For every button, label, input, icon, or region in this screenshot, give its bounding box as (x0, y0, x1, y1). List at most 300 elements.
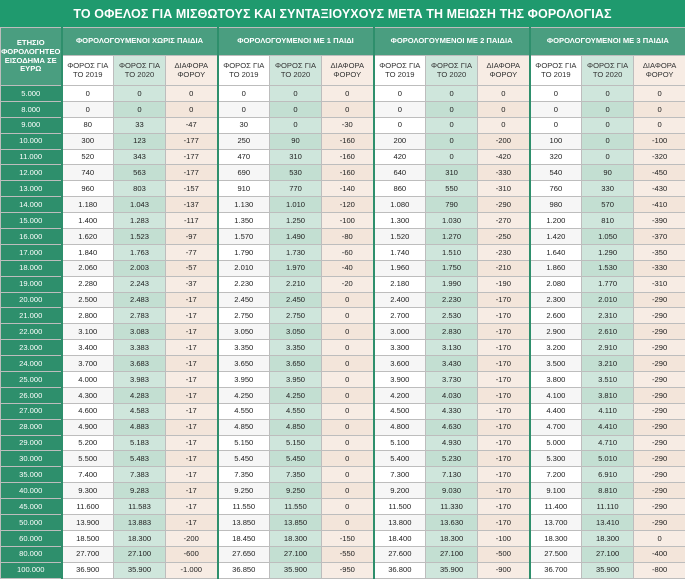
tax-2019-cell: 2.080 (530, 276, 582, 292)
tax-diff-cell: -310 (478, 181, 530, 197)
tax-2020-cell: 803 (114, 181, 166, 197)
tax-diff-cell: 0 (634, 530, 685, 546)
tax-2020-cell: 4.550 (270, 403, 322, 419)
table-row (1, 546, 685, 562)
tax-2020-cell: 5.010 (582, 451, 634, 467)
tax-2020-cell: 13.850 (270, 515, 322, 531)
tax-2019-cell: 13.850 (218, 515, 270, 531)
tax-2019-cell: 1.130 (218, 197, 270, 213)
tax-diff-cell: -800 (634, 562, 685, 578)
tax-diff-cell: -390 (634, 213, 685, 229)
tax-2019-cell: 1.640 (530, 244, 582, 260)
tax-diff-cell: 0 (322, 467, 374, 483)
income-cell: 13.000 (1, 181, 62, 197)
tax-2020-cell: 2.450 (270, 292, 322, 308)
tax-2019-cell: 2.450 (218, 292, 270, 308)
tax-2019-cell: 1.300 (374, 213, 426, 229)
table-row (1, 451, 685, 467)
table-row (1, 149, 685, 165)
tax-2020-cell: 6.910 (582, 467, 634, 483)
income-header: ΕΤΗΣΙΟ ΦΟΡΟΛΟΓΗΤΕΟ ΕΙΣΟΔΗΜΑ ΣΕ ΕΥΡΩ (1, 28, 62, 86)
tax-diff-cell: 0 (322, 372, 374, 388)
tax-diff-cell: -170 (478, 308, 530, 324)
tax-2019-cell: 960 (62, 181, 114, 197)
tax-diff-cell: 0 (478, 117, 530, 133)
tax-diff-cell: -190 (478, 276, 530, 292)
tax-2019-cell: 9.100 (530, 483, 582, 499)
tax-2019-cell: 1.200 (530, 213, 582, 229)
subheader-tax-2020: ΦΟΡΟΣ ΓΙΑ ΤΟ 2020 (270, 56, 322, 86)
tax-2019-cell: 3.400 (62, 340, 114, 356)
tax-diff-cell: 0 (322, 356, 374, 372)
tax-2019-cell: 3.500 (530, 356, 582, 372)
subheader-tax-diff: ΔΙΑΦΟΡΑ ΦΟΡΟΥ (322, 56, 374, 86)
tax-2019-cell: 2.400 (374, 292, 426, 308)
tax-2019-cell: 18.450 (218, 530, 270, 546)
tax-diff-cell: -200 (166, 530, 218, 546)
tax-2020-cell: 0 (270, 101, 322, 117)
tax-2020-cell: 27.100 (582, 546, 634, 562)
tax-2020-cell: 7.350 (270, 467, 322, 483)
tax-diff-cell: -160 (322, 165, 374, 181)
tax-2019-cell: 7.300 (374, 467, 426, 483)
tax-2020-cell: 5.483 (114, 451, 166, 467)
table-row (1, 197, 685, 213)
tax-diff-cell: -17 (166, 451, 218, 467)
tax-diff-cell: -290 (634, 324, 685, 340)
tax-diff-cell: -290 (478, 197, 530, 213)
tax-2020-cell: 2.010 (582, 292, 634, 308)
tax-diff-cell: -17 (166, 324, 218, 340)
table-row (1, 387, 685, 403)
tax-2020-cell: 13.630 (426, 515, 478, 531)
tax-2020-cell: 35.900 (114, 562, 166, 578)
tax-diff-cell: -170 (478, 356, 530, 372)
tax-diff-cell: 0 (478, 101, 530, 117)
tax-2020-cell: 27.100 (270, 546, 322, 562)
tax-2019-cell: 0 (530, 117, 582, 133)
tax-diff-cell: -170 (478, 483, 530, 499)
tax-2019-cell: 1.840 (62, 244, 114, 260)
income-cell: 12.000 (1, 165, 62, 181)
tax-2019-cell: 11.500 (374, 499, 426, 515)
tax-diff-cell: -170 (478, 499, 530, 515)
tax-2020-cell: 1.010 (270, 197, 322, 213)
tax-2019-cell: 5.000 (530, 435, 582, 451)
tax-2019-cell: 250 (218, 133, 270, 149)
tax-2019-cell: 1.960 (374, 260, 426, 276)
tax-diff-cell: -17 (166, 483, 218, 499)
tax-diff-cell: -270 (478, 213, 530, 229)
tax-diff-cell: -17 (166, 499, 218, 515)
tax-diff-cell: -30 (322, 117, 374, 133)
tax-2019-cell: 2.280 (62, 276, 114, 292)
tax-2020-cell: 5.150 (270, 435, 322, 451)
tax-2019-cell: 3.300 (374, 340, 426, 356)
tax-2020-cell: 4.250 (270, 387, 322, 403)
tax-2020-cell: 3.350 (270, 340, 322, 356)
tax-diff-cell: -17 (166, 356, 218, 372)
tax-2020-cell: 18.300 (582, 530, 634, 546)
tax-2020-cell: 530 (270, 165, 322, 181)
tax-2020-cell: 1.490 (270, 229, 322, 245)
tax-diff-cell: 0 (322, 515, 374, 531)
group-header-no-children: ΦΟΡΟΛΟΓΟΥΜΕΝΟΙ ΧΩΡΙΣ ΠΑΙΔΙΑ (62, 28, 218, 56)
tax-2019-cell: 2.750 (218, 308, 270, 324)
tax-2020-cell: 1.030 (426, 213, 478, 229)
tax-2019-cell: 1.420 (530, 229, 582, 245)
tax-diff-cell: -1.000 (166, 562, 218, 578)
tax-2020-cell: 2.003 (114, 260, 166, 276)
tax-diff-cell: -80 (322, 229, 374, 245)
tax-2019-cell: 4.000 (62, 372, 114, 388)
tax-diff-cell: -17 (166, 340, 218, 356)
tax-2020-cell: 2.750 (270, 308, 322, 324)
tax-2020-cell: 3.210 (582, 356, 634, 372)
tax-diff-cell: 0 (322, 292, 374, 308)
tax-diff-cell: -170 (478, 403, 530, 419)
tax-diff-cell: 0 (322, 387, 374, 403)
tax-2019-cell: 690 (218, 165, 270, 181)
tax-2019-cell: 1.400 (62, 213, 114, 229)
tax-2020-cell: 1.770 (582, 276, 634, 292)
tax-diff-cell: -170 (478, 419, 530, 435)
table-row (1, 165, 685, 181)
tax-2019-cell: 36.850 (218, 562, 270, 578)
income-cell: 100.000 (1, 562, 62, 578)
tax-diff-cell: -210 (478, 260, 530, 276)
tax-2019-cell: 910 (218, 181, 270, 197)
tax-diff-cell: -350 (634, 244, 685, 260)
tax-2019-cell: 2.180 (374, 276, 426, 292)
tax-diff-cell: -170 (478, 324, 530, 340)
tax-2020-cell: 343 (114, 149, 166, 165)
tax-diff-cell: -120 (322, 197, 374, 213)
tax-2019-cell: 0 (218, 86, 270, 102)
subheader-tax-2019: ΦΟΡΟΣ ΓΙΑ ΤΟ 2019 (62, 56, 114, 86)
tax-2019-cell: 1.350 (218, 213, 270, 229)
table-row (1, 372, 685, 388)
tax-2019-cell: 2.600 (530, 308, 582, 324)
tax-diff-cell: -100 (478, 530, 530, 546)
tax-2020-cell: 1.050 (582, 229, 634, 245)
income-cell: 80.000 (1, 546, 62, 562)
tax-2020-cell: 4.850 (270, 419, 322, 435)
tax-2019-cell: 3.650 (218, 356, 270, 372)
tax-2020-cell: 0 (582, 101, 634, 117)
subheader-tax-2020: ΦΟΡΟΣ ΓΙΑ ΤΟ 2020 (426, 56, 478, 86)
subheader-tax-2019: ΦΟΡΟΣ ΓΙΑ ΤΟ 2019 (530, 56, 582, 86)
tax-diff-cell: -97 (166, 229, 218, 245)
tax-diff-cell: -410 (634, 197, 685, 213)
tax-diff-cell: -100 (634, 133, 685, 149)
table-row (1, 229, 685, 245)
tax-diff-cell: -550 (322, 546, 374, 562)
tax-2019-cell: 4.500 (374, 403, 426, 419)
tax-2020-cell: 11.550 (270, 499, 322, 515)
tax-2020-cell: 1.530 (582, 260, 634, 276)
tax-2020-cell: 1.290 (582, 244, 634, 260)
tax-2020-cell: 1.250 (270, 213, 322, 229)
tax-2019-cell: 27.600 (374, 546, 426, 562)
tax-2019-cell: 0 (530, 86, 582, 102)
tax-2020-cell: 5.183 (114, 435, 166, 451)
tax-2020-cell: 0 (426, 101, 478, 117)
tax-2020-cell: 35.900 (582, 562, 634, 578)
tax-diff-cell: 0 (322, 435, 374, 451)
tax-diff-cell: -77 (166, 244, 218, 260)
tax-2019-cell: 3.900 (374, 372, 426, 388)
tax-2019-cell: 27.650 (218, 546, 270, 562)
tax-2020-cell: 3.130 (426, 340, 478, 356)
tax-2020-cell: 2.530 (426, 308, 478, 324)
table-row (1, 213, 685, 229)
tax-diff-cell: -170 (478, 451, 530, 467)
tax-2020-cell: 90 (582, 165, 634, 181)
tax-2020-cell: 5.230 (426, 451, 478, 467)
tax-2020-cell: 1.730 (270, 244, 322, 260)
tax-2020-cell: 310 (426, 165, 478, 181)
tax-diff-cell: -17 (166, 387, 218, 403)
tax-diff-cell: -17 (166, 292, 218, 308)
tax-2020-cell: 7.130 (426, 467, 478, 483)
tax-2019-cell: 9.200 (374, 483, 426, 499)
tax-2019-cell: 4.800 (374, 419, 426, 435)
tax-2020-cell: 3.383 (114, 340, 166, 356)
tax-2019-cell: 5.500 (62, 451, 114, 467)
tax-2020-cell: 13.410 (582, 515, 634, 531)
tax-2019-cell: 2.800 (62, 308, 114, 324)
tax-diff-cell: -17 (166, 515, 218, 531)
tax-diff-cell: -290 (634, 340, 685, 356)
income-cell: 5.000 (1, 86, 62, 102)
tax-diff-cell: 0 (322, 419, 374, 435)
group-header-2-children: ΦΟΡΟΛΟΓΟΥΜΕΝΟΙ ΜΕ 2 ΠΑΙΔΙΑ (374, 28, 530, 56)
tax-diff-cell: -17 (166, 467, 218, 483)
tax-diff-cell: -117 (166, 213, 218, 229)
tax-diff-cell: -330 (478, 165, 530, 181)
tax-diff-cell: -17 (166, 435, 218, 451)
tax-2020-cell: 0 (582, 133, 634, 149)
tax-2020-cell: 27.100 (426, 546, 478, 562)
tax-2019-cell: 18.300 (530, 530, 582, 546)
tax-2019-cell: 0 (62, 101, 114, 117)
tax-diff-cell: -420 (478, 149, 530, 165)
tax-2020-cell: 7.383 (114, 467, 166, 483)
tax-2019-cell: 2.500 (62, 292, 114, 308)
tax-2020-cell: 3.510 (582, 372, 634, 388)
table-row (1, 101, 685, 117)
tax-diff-cell: -170 (478, 435, 530, 451)
tax-2020-cell: 0 (426, 149, 478, 165)
group-header-1-child: ΦΟΡΟΛΟΓΟΥΜΕΝΟΙ ΜΕ 1 ΠΑΙΔΙ (218, 28, 374, 56)
tax-table (0, 27, 685, 579)
tax-diff-cell: -17 (166, 403, 218, 419)
tax-2019-cell: 740 (62, 165, 114, 181)
tax-2019-cell: 1.180 (62, 197, 114, 213)
tax-diff-cell: 0 (322, 499, 374, 515)
income-cell: 14.000 (1, 197, 62, 213)
tax-diff-cell: -330 (634, 260, 685, 276)
tax-2020-cell: 4.283 (114, 387, 166, 403)
tax-2019-cell: 4.900 (62, 419, 114, 435)
tax-2019-cell: 3.600 (374, 356, 426, 372)
tax-diff-cell: -17 (166, 308, 218, 324)
tax-2020-cell: 0 (426, 117, 478, 133)
tax-diff-cell: -430 (634, 181, 685, 197)
tax-diff-cell: 0 (322, 101, 374, 117)
tax-2019-cell: 11.600 (62, 499, 114, 515)
tax-2019-cell: 5.200 (62, 435, 114, 451)
tax-2019-cell: 36.900 (62, 562, 114, 578)
tax-2020-cell: 27.100 (114, 546, 166, 562)
tax-2019-cell: 320 (530, 149, 582, 165)
tax-2019-cell: 520 (62, 149, 114, 165)
table-row (1, 244, 685, 260)
tax-2019-cell: 420 (374, 149, 426, 165)
income-cell: 11.000 (1, 149, 62, 165)
tax-2020-cell: 3.050 (270, 324, 322, 340)
table-row (1, 403, 685, 419)
tax-diff-cell: 0 (322, 308, 374, 324)
group-header-3-children: ΦΟΡΟΛΟΓΟΥΜΕΝΟΙ ΜΕ 3 ΠΑΙΔΙΑ (530, 28, 685, 56)
tax-2020-cell: 2.610 (582, 324, 634, 340)
tax-2019-cell: 2.300 (530, 292, 582, 308)
tax-2019-cell: 1.860 (530, 260, 582, 276)
tax-2019-cell: 0 (530, 101, 582, 117)
tax-diff-cell: 0 (634, 86, 685, 102)
tax-2019-cell: 3.200 (530, 340, 582, 356)
tax-2020-cell: 1.043 (114, 197, 166, 213)
table-row (1, 419, 685, 435)
tax-2019-cell: 1.620 (62, 229, 114, 245)
tax-diff-cell: -60 (322, 244, 374, 260)
tax-2019-cell: 5.100 (374, 435, 426, 451)
tax-2019-cell: 36.700 (530, 562, 582, 578)
tax-2019-cell: 3.700 (62, 356, 114, 372)
tax-2019-cell: 7.350 (218, 467, 270, 483)
tax-2020-cell: 4.330 (426, 403, 478, 419)
tax-2019-cell: 5.150 (218, 435, 270, 451)
income-cell: 26.000 (1, 387, 62, 403)
tax-2020-cell: 9.250 (270, 483, 322, 499)
tax-2020-cell: 1.523 (114, 229, 166, 245)
subheader-tax-2019: ΦΟΡΟΣ ΓΙΑ ΤΟ 2019 (218, 56, 270, 86)
table-row (1, 292, 685, 308)
tax-2020-cell: 4.583 (114, 403, 166, 419)
tax-2020-cell: 2.483 (114, 292, 166, 308)
tax-2019-cell: 0 (374, 101, 426, 117)
page-title: ΤΟ ΟΦΕΛΟΣ ΓΙΑ ΜΙΣΘΩΤΟΥΣ ΚΑΙ ΣΥΝΤΑΞΙΟΥΧΟΥΣ ΜΕΤΑ ΤΗ ΜΕΙΩΣΗ ΤΗΣ ΦΟΡΟΛΟΓΙΑΣ (0, 0, 685, 27)
table-row (1, 117, 685, 133)
income-cell: 17.000 (1, 244, 62, 260)
tax-diff-cell: -40 (322, 260, 374, 276)
tax-2019-cell: 3.350 (218, 340, 270, 356)
tax-2019-cell: 30 (218, 117, 270, 133)
tax-2019-cell: 4.600 (62, 403, 114, 419)
tax-2020-cell: 4.410 (582, 419, 634, 435)
income-cell: 16.000 (1, 229, 62, 245)
tax-diff-cell: 0 (322, 340, 374, 356)
tax-2019-cell: 1.520 (374, 229, 426, 245)
table-row (1, 276, 685, 292)
subheader-tax-2019: ΦΟΡΟΣ ΓΙΑ ΤΟ 2019 (374, 56, 426, 86)
tax-2020-cell: 4.030 (426, 387, 478, 403)
tax-2020-cell: 4.883 (114, 419, 166, 435)
income-cell: 24.000 (1, 356, 62, 372)
tax-2020-cell: 11.330 (426, 499, 478, 515)
tax-diff-cell: -450 (634, 165, 685, 181)
tax-diff-cell: -200 (478, 133, 530, 149)
tax-2019-cell: 470 (218, 149, 270, 165)
tax-diff-cell: 0 (322, 324, 374, 340)
tax-diff-cell: -290 (634, 308, 685, 324)
table-body (1, 86, 685, 579)
tax-2019-cell: 2.900 (530, 324, 582, 340)
tax-2020-cell: 3.983 (114, 372, 166, 388)
tax-2019-cell: 1.790 (218, 244, 270, 260)
tax-2019-cell: 980 (530, 197, 582, 213)
tax-2020-cell: 0 (114, 86, 166, 102)
tax-2019-cell: 200 (374, 133, 426, 149)
subheader-tax-diff: ΔΙΑΦΟΡΑ ΦΟΡΟΥ (634, 56, 685, 86)
income-cell: 19.000 (1, 276, 62, 292)
table-row (1, 133, 685, 149)
tax-diff-cell: -150 (322, 530, 374, 546)
tax-2020-cell: 0 (270, 117, 322, 133)
tax-2019-cell: 11.550 (218, 499, 270, 515)
tax-diff-cell: -500 (478, 546, 530, 562)
tax-2020-cell: 11.583 (114, 499, 166, 515)
tax-2020-cell: 0 (582, 117, 634, 133)
subheader-tax-diff: ΔΙΑΦΟΡΑ ΦΟΡΟΥ (166, 56, 218, 86)
tax-2020-cell: 3.430 (426, 356, 478, 372)
income-cell: 27.000 (1, 403, 62, 419)
tax-2019-cell: 3.950 (218, 372, 270, 388)
tax-2020-cell: 18.300 (114, 530, 166, 546)
tax-2019-cell: 13.700 (530, 515, 582, 531)
tax-diff-cell: -290 (634, 467, 685, 483)
tax-diff-cell: -290 (634, 435, 685, 451)
tax-diff-cell: -170 (478, 467, 530, 483)
tax-2020-cell: 810 (582, 213, 634, 229)
tax-2019-cell: 760 (530, 181, 582, 197)
income-cell: 45.000 (1, 499, 62, 515)
tax-diff-cell: -160 (322, 133, 374, 149)
table-row (1, 483, 685, 499)
tax-2020-cell: 2.230 (426, 292, 478, 308)
tax-2020-cell: 18.300 (426, 530, 478, 546)
tax-2019-cell: 4.850 (218, 419, 270, 435)
tax-2020-cell: 35.900 (270, 562, 322, 578)
tax-2019-cell: 3.050 (218, 324, 270, 340)
tax-2020-cell: 11.110 (582, 499, 634, 515)
tax-2020-cell: 3.650 (270, 356, 322, 372)
tax-2020-cell: 3.683 (114, 356, 166, 372)
tax-2019-cell: 27.500 (530, 546, 582, 562)
tax-diff-cell: -57 (166, 260, 218, 276)
tax-2020-cell: 1.763 (114, 244, 166, 260)
tax-diff-cell: -37 (166, 276, 218, 292)
tax-2020-cell: 310 (270, 149, 322, 165)
tax-2019-cell: 0 (374, 86, 426, 102)
tax-2019-cell: 2.010 (218, 260, 270, 276)
tax-2020-cell: 1.510 (426, 244, 478, 260)
tax-2020-cell: 2.830 (426, 324, 478, 340)
tax-diff-cell: -290 (634, 499, 685, 515)
tax-2020-cell: 790 (426, 197, 478, 213)
tax-2020-cell: 13.883 (114, 515, 166, 531)
